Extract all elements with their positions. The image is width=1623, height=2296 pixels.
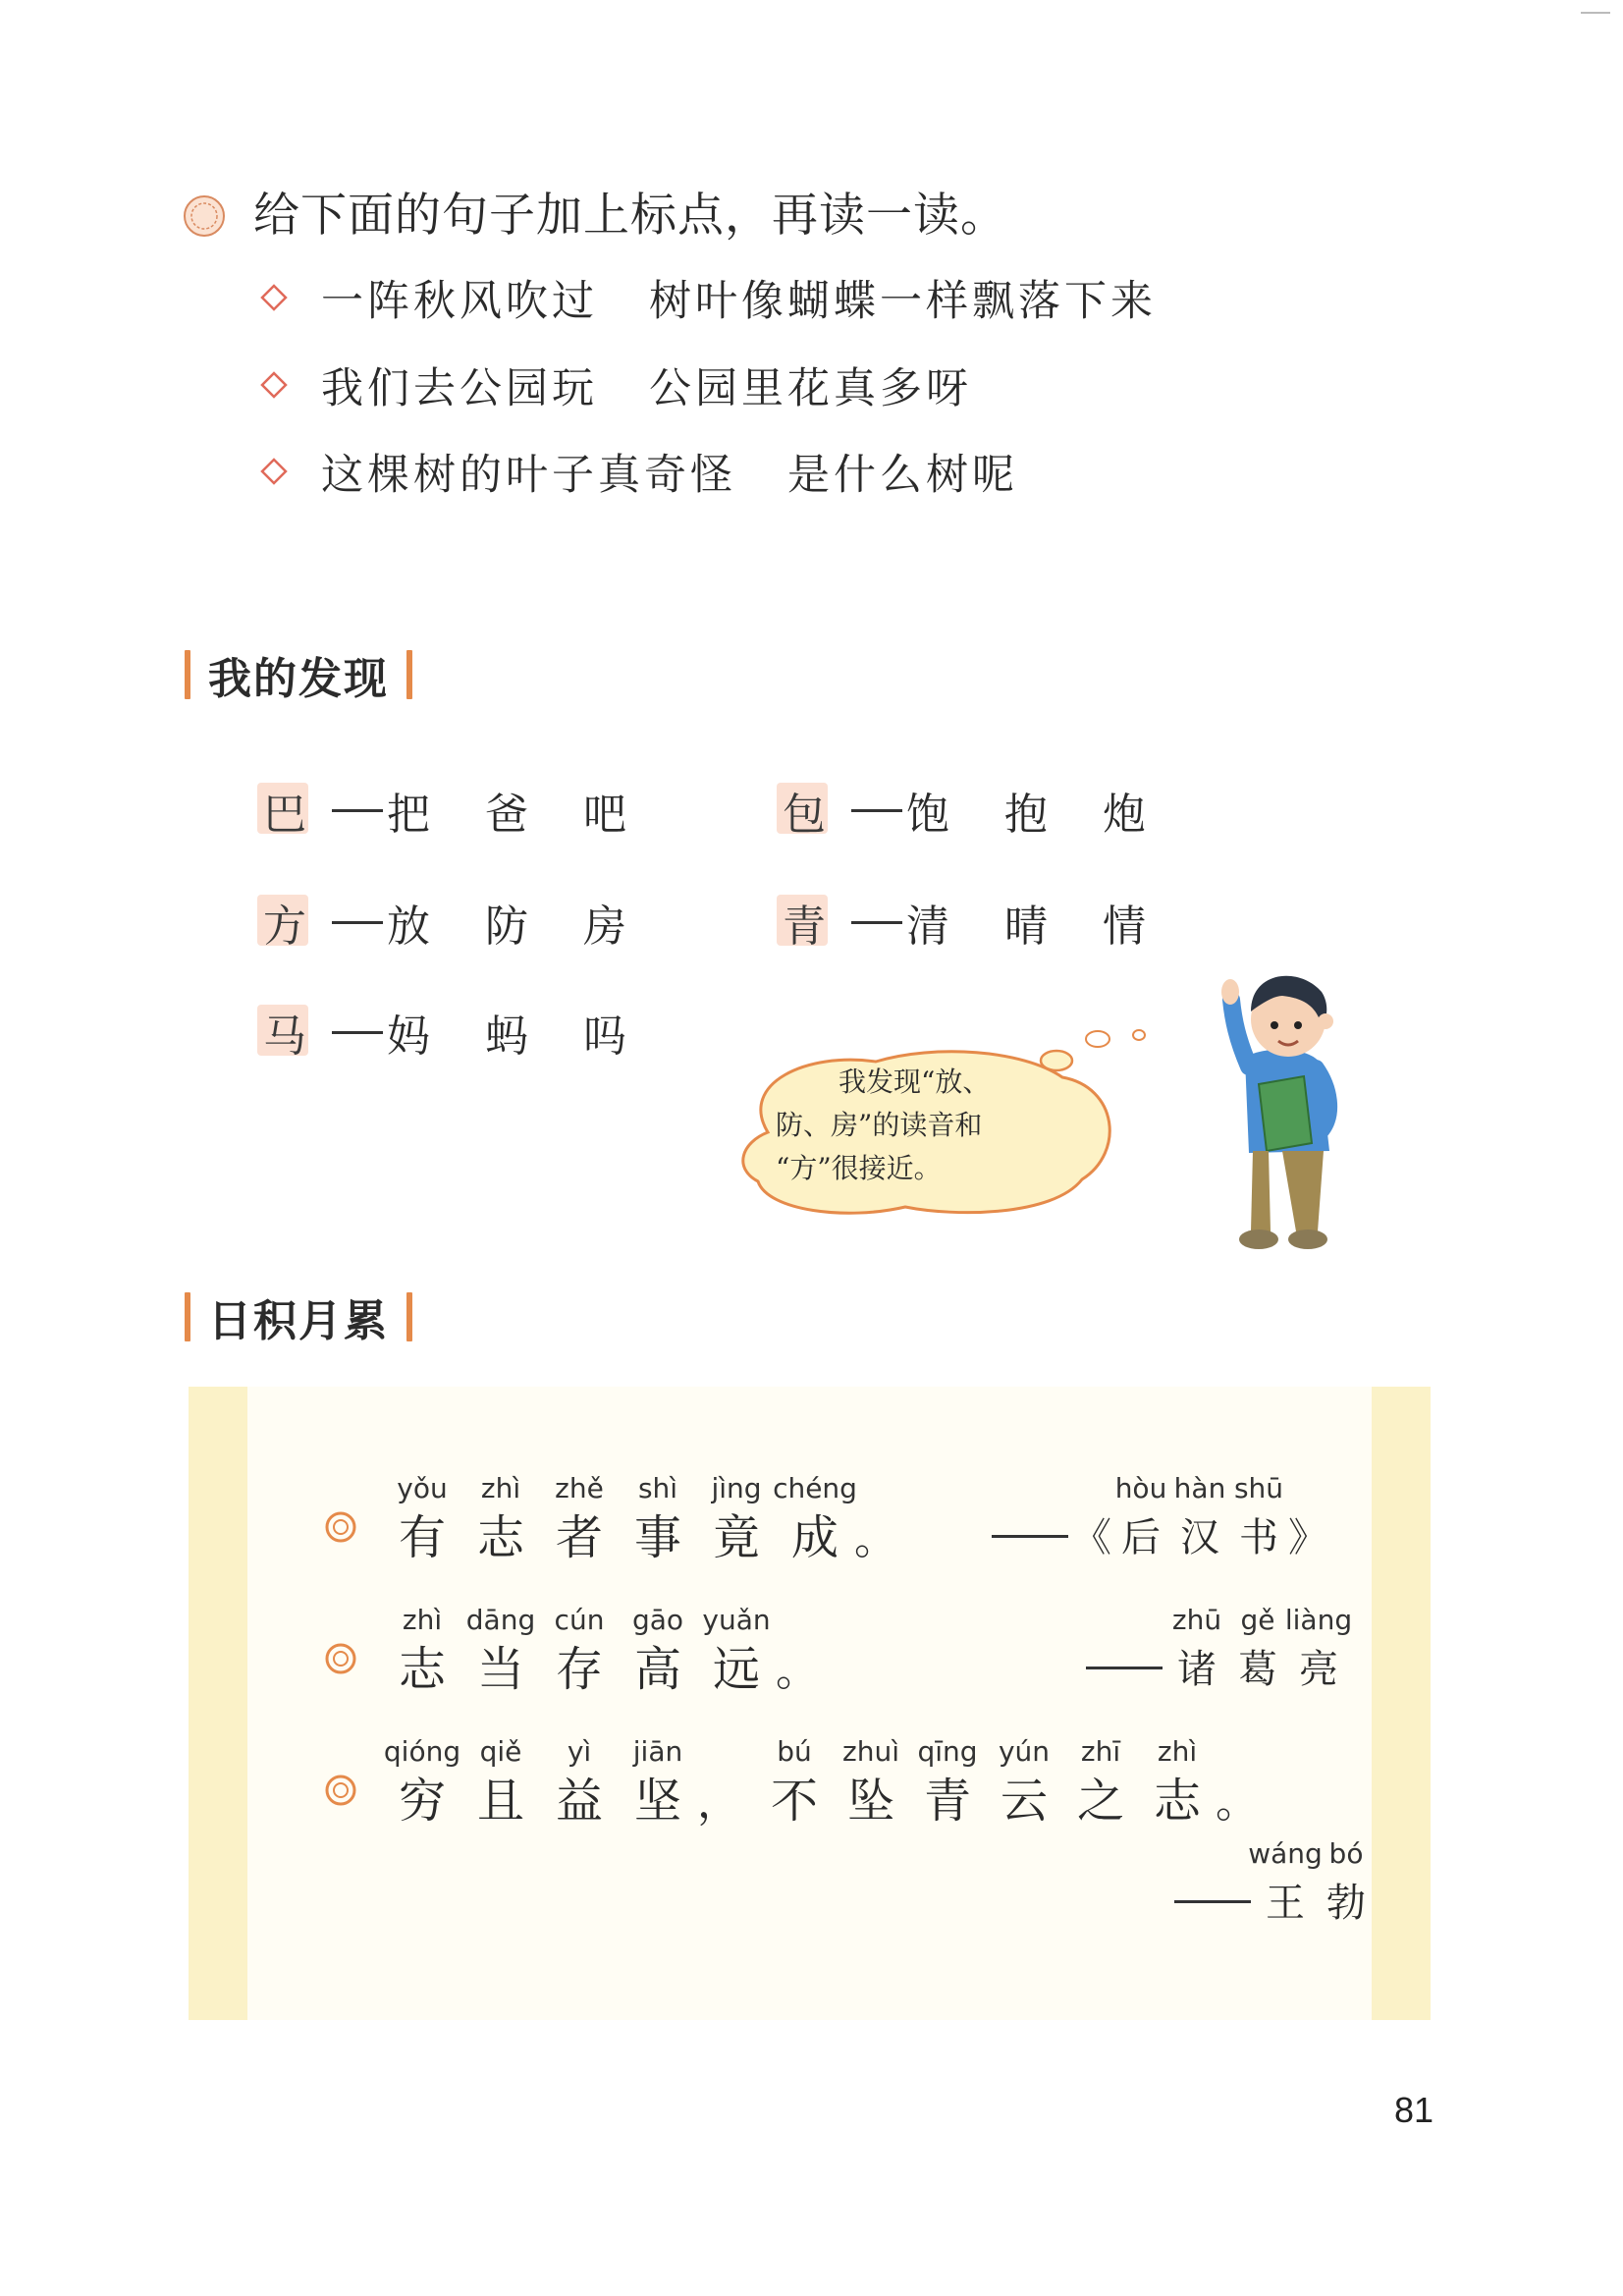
- quote-line: [383, 1601, 819, 1699]
- panel-edge-right: [1372, 1387, 1431, 2020]
- pinyin: gě: [1240, 1604, 1275, 1636]
- derived-character: 清: [906, 902, 949, 952]
- hanzi: 且: [476, 1774, 524, 1829]
- hanzi: 成: [790, 1510, 839, 1565]
- syllable: [756, 1732, 833, 1831]
- base-character: 包: [783, 779, 826, 842]
- pinyin: jìng: [711, 1472, 762, 1504]
- character-group: [263, 998, 681, 1066]
- pinyin: hàn: [1173, 1472, 1226, 1504]
- hanzi: 益: [555, 1774, 603, 1829]
- syllable: [773, 1469, 857, 1567]
- hanzi: 云: [1000, 1774, 1048, 1829]
- diamond-bullet-icon: [260, 371, 288, 399]
- pinyin: zhì: [402, 1604, 443, 1636]
- pinyin: cún: [554, 1604, 605, 1636]
- pinyin: bú: [777, 1735, 812, 1768]
- section-heading-accumulation: 日积月累: [185, 1283, 412, 1351]
- derived-character: 防: [485, 902, 528, 952]
- base-character: 马: [263, 1001, 306, 1064]
- end-punctuation: 。: [776, 1646, 819, 1696]
- pinyin: dāng: [465, 1604, 536, 1636]
- derived-character: 晴: [1004, 902, 1048, 952]
- pinyin: zhì: [480, 1472, 521, 1504]
- hanzi: 书: [1239, 1515, 1278, 1560]
- derived-character: 饱: [906, 790, 949, 840]
- diamond-bullet-icon: [260, 284, 288, 311]
- pinyin: qīng: [917, 1735, 978, 1768]
- page-number: 81: [1394, 2090, 1434, 2130]
- quote-source: 《 hòu 后 hàn 汉 shū 书 》: [992, 1469, 1327, 1567]
- pinyin: yún: [998, 1735, 1051, 1768]
- heading-bar-right: [406, 650, 412, 699]
- hanzi: 葛: [1238, 1647, 1277, 1692]
- source-syllable: [1111, 1469, 1170, 1567]
- quote-source: [1086, 1601, 1353, 1699]
- derived-character: 情: [1103, 902, 1146, 952]
- bubble-text: 我发现“放、 防、房”的读音和 “方”很接近。: [776, 1066, 991, 1184]
- derived-character: 房: [583, 902, 626, 952]
- pinyin: yǒu: [397, 1472, 448, 1504]
- derived-character: 吗: [583, 1011, 626, 1062]
- hanzi: 坠: [846, 1774, 894, 1829]
- pinyin: qiě: [479, 1735, 522, 1768]
- derived-character: 蚂: [485, 1011, 528, 1062]
- sentence-row: [260, 351, 972, 419]
- syllable: [986, 1732, 1062, 1831]
- syllable: [383, 1469, 461, 1567]
- section-heading-discovery: 我的发现: [185, 640, 412, 709]
- character-group: [263, 888, 681, 957]
- derived-character: 妈: [387, 1011, 430, 1062]
- boy-illustration: [1198, 941, 1355, 1265]
- mid-punctuation: ，: [697, 1777, 740, 1828]
- hanzi: 勃: [1326, 1881, 1366, 1926]
- hanzi: 志: [476, 1510, 524, 1565]
- pinyin: bó: [1328, 1837, 1364, 1870]
- syllable: [697, 1601, 776, 1699]
- source-syllable: [1229, 1469, 1288, 1567]
- pinyin: hòu: [1114, 1472, 1167, 1504]
- hanzi: 竟: [712, 1510, 760, 1565]
- syllable: [461, 1601, 540, 1699]
- pinyin: shū: [1233, 1472, 1284, 1504]
- sentence-part-a: 一阵秋风吹过: [321, 276, 598, 326]
- derived-character: 抱: [1004, 790, 1048, 840]
- sentence-row: [260, 263, 1157, 332]
- source-syllable: [1166, 1601, 1227, 1699]
- syllable: [909, 1732, 986, 1831]
- pinyin: zhì: [1157, 1735, 1198, 1768]
- syllable: [540, 1732, 619, 1831]
- hanzi: 后: [1121, 1515, 1161, 1560]
- syllable: [461, 1732, 540, 1831]
- syllable: [619, 1469, 697, 1567]
- base-character: 方: [263, 891, 306, 954]
- derived-character: 爸: [485, 790, 528, 840]
- hanzi: 不: [770, 1774, 818, 1829]
- quote-bullet-icon: [324, 1642, 357, 1675]
- sentence-part-a: 我们去公园玩: [321, 363, 598, 413]
- hanzi: 王: [1266, 1881, 1305, 1926]
- hanzi: 者: [555, 1510, 603, 1565]
- hanzi: 事: [633, 1510, 681, 1565]
- quote-line: [383, 1732, 1259, 1831]
- derived-character: 把: [387, 790, 430, 840]
- hanzi: 青: [923, 1774, 971, 1829]
- pinyin: shì: [637, 1472, 678, 1504]
- source-syllable: [1170, 1469, 1229, 1567]
- pinyin: jiān: [632, 1735, 683, 1768]
- diamond-bullet-icon: [260, 458, 288, 485]
- hanzi: 有: [398, 1510, 446, 1565]
- pinyin: yuǎn: [702, 1604, 771, 1636]
- base-character: 青: [783, 891, 826, 954]
- syllable: [383, 1732, 461, 1831]
- sentence-part-b: 公园里花真多呀: [649, 363, 972, 413]
- derived-character: 放: [387, 902, 430, 952]
- heading-bar-left: [185, 650, 190, 699]
- sentence-part-b: 是什么树呢: [787, 450, 1018, 500]
- corner-mark: [1581, 12, 1610, 14]
- hanzi: 之: [1076, 1774, 1124, 1829]
- syllable: [540, 1469, 619, 1567]
- end-punctuation: 。: [854, 1514, 897, 1564]
- base-character: 巴: [263, 779, 306, 842]
- syllable: [1139, 1732, 1216, 1831]
- quote-bullet-icon: [324, 1510, 357, 1544]
- end-punctuation: 。: [1216, 1777, 1259, 1828]
- hanzi: 存: [555, 1642, 603, 1697]
- hanzi: 诸: [1177, 1647, 1217, 1692]
- sentence-part-b: 树叶像蝴蝶一样飘落下来: [649, 276, 1157, 326]
- character-group: [783, 776, 1201, 845]
- hanzi: 坚: [633, 1774, 681, 1829]
- syllable: [383, 1601, 461, 1699]
- hanzi: 汉: [1180, 1515, 1219, 1560]
- pinyin: wáng: [1248, 1837, 1323, 1870]
- quote-bullet-icon: [324, 1774, 357, 1807]
- pinyin: liàng: [1284, 1604, 1353, 1636]
- hanzi: 志: [398, 1642, 446, 1697]
- pinyin: zhū: [1171, 1604, 1222, 1636]
- sentence-row: [260, 437, 1018, 506]
- pinyin: chéng: [773, 1472, 857, 1504]
- syllable: [833, 1732, 909, 1831]
- hanzi: 当: [476, 1642, 524, 1697]
- source-syllable: [1316, 1834, 1377, 1933]
- syllable: [619, 1601, 697, 1699]
- hanzi: 高: [633, 1642, 681, 1697]
- pinyin: yì: [567, 1735, 592, 1768]
- sentence-part-a: 这棵树的叶子真奇怪: [321, 450, 736, 500]
- exercise-title: 给下面的句子加上标点，再读一读。: [253, 189, 1007, 243]
- derived-character: 吧: [583, 790, 626, 840]
- quote-line: [383, 1469, 897, 1567]
- character-group: [783, 888, 1201, 957]
- hanzi: 亮: [1299, 1647, 1338, 1692]
- syllable: [540, 1601, 619, 1699]
- hanzi: 穷: [398, 1774, 446, 1829]
- source-syllable: [1248, 1834, 1323, 1933]
- derived-character: 炮: [1103, 790, 1146, 840]
- source-syllable: [1227, 1601, 1288, 1699]
- pinyin: zhī: [1080, 1735, 1121, 1768]
- hanzi: 志: [1153, 1774, 1201, 1829]
- source-syllable: [1284, 1601, 1353, 1699]
- pinyin: gāo: [631, 1604, 684, 1636]
- syllable: [461, 1469, 540, 1567]
- character-group: [263, 776, 681, 845]
- syllable: [1062, 1732, 1139, 1831]
- quote-source: [1174, 1834, 1377, 1933]
- syllable: [619, 1732, 697, 1831]
- syllable: [697, 1469, 776, 1567]
- heading-bar-left: [185, 1292, 190, 1341]
- pinyin: zhuì: [842, 1735, 899, 1768]
- pinyin: zhě: [555, 1472, 604, 1504]
- pinyin: qióng: [383, 1735, 461, 1768]
- hanzi: 远: [712, 1642, 760, 1697]
- heading-bar-right: [406, 1292, 412, 1341]
- panel-edge-left: [189, 1387, 247, 2020]
- exercise-icon: [183, 194, 226, 238]
